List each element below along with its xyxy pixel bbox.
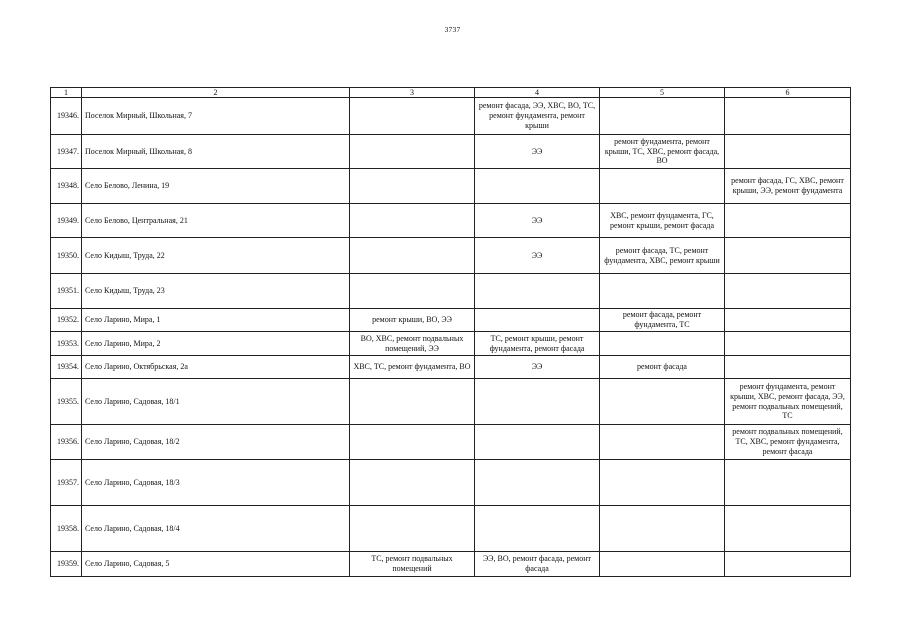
work-cell-col6: ремонт фасада, ГС, ХВС, ремонт крыши, ЭЭ, ремонт фундамента — [725, 169, 851, 204]
work-cell-col5: ХВС, ремонт фундамента, ГС, ремонт крыши, ремонт фасада — [600, 204, 725, 238]
table-row — [51, 460, 851, 506]
table-row — [51, 309, 851, 332]
work-cell-col3: ХВС, ТС, ремонт фундамента, ВО — [350, 356, 475, 379]
table-row — [51, 356, 851, 379]
work-cell-col5 — [600, 332, 725, 356]
address-cell: Поселок Мирный, Школьная, 8 — [82, 135, 350, 169]
work-cell-col5 — [600, 460, 725, 506]
work-cell-col3 — [350, 135, 475, 169]
table-row — [51, 98, 851, 135]
address-cell: Село Кидыш, Труда, 23 — [82, 274, 350, 309]
work-cell-col5 — [600, 274, 725, 309]
address-cell: Село Ларино, Садовая, 18/1 — [82, 379, 350, 425]
column-header: 1 — [51, 88, 82, 98]
work-cell-col5: ремонт фасада — [600, 356, 725, 379]
work-cell-col3 — [350, 425, 475, 460]
work-cell-col3 — [350, 238, 475, 274]
work-cell-col5 — [600, 169, 725, 204]
work-cell-col6 — [725, 204, 851, 238]
table-row — [51, 332, 851, 356]
work-cell-col5: ремонт фасада, ремонт фундамента, ТС — [600, 309, 725, 332]
work-cell-col4 — [475, 274, 600, 309]
work-cell-col3: ремонт крыши, ВО, ЭЭ — [350, 309, 475, 332]
table-row — [51, 238, 851, 274]
repair-schedule-table — [50, 87, 851, 577]
work-cell-col6 — [725, 238, 851, 274]
work-cell-col6 — [725, 356, 851, 379]
address-cell: Село Ларино, Садовая, 18/3 — [82, 460, 350, 506]
row-number: 19350. — [51, 238, 82, 274]
work-cell-col5 — [600, 98, 725, 135]
work-cell-col4: ТС, ремонт крыши, ремонт фундамента, ремонт фасада — [475, 332, 600, 356]
work-cell-col6 — [725, 332, 851, 356]
work-cell-col5 — [600, 506, 725, 552]
row-number: 19359. — [51, 552, 82, 577]
work-cell-col5: ремонт фасада, ТС, ремонт фундамента, ХВС, ремонт крыши — [600, 238, 725, 274]
row-number: 19354. — [51, 356, 82, 379]
address-cell: Село Ларино, Садовая, 18/2 — [82, 425, 350, 460]
address-cell: Село Белово, Ленина, 19 — [82, 169, 350, 204]
address-cell: Село Ларино, Садовая, 18/4 — [82, 506, 350, 552]
work-cell-col5 — [600, 552, 725, 577]
table-row — [51, 379, 851, 425]
work-cell-col4 — [475, 460, 600, 506]
work-cell-col6: ремонт фундамента, ремонт крыши, ХВС, ремонт фасада, ЭЭ, ремонт подвальных помещений, ТС — [725, 379, 851, 425]
work-cell-col5: ремонт фундамента, ремонт крыши, ТС, ХВС, ремонт фасада, ВО — [600, 135, 725, 169]
work-cell-col4: ЭЭ — [475, 135, 600, 169]
work-cell-col6 — [725, 506, 851, 552]
work-cell-col4 — [475, 169, 600, 204]
table-row — [51, 135, 851, 169]
column-header: 6 — [725, 88, 851, 98]
row-number: 19358. — [51, 506, 82, 552]
work-cell-col4 — [475, 425, 600, 460]
address-cell: Село Белово, Центральная, 21 — [82, 204, 350, 238]
table-row — [51, 506, 851, 552]
work-cell-col3 — [350, 379, 475, 425]
row-number: 19348. — [51, 169, 82, 204]
table-row — [51, 425, 851, 460]
row-number: 19352. — [51, 309, 82, 332]
address-cell: Село Кидыш, Труда, 22 — [82, 238, 350, 274]
row-number: 19347. — [51, 135, 82, 169]
row-number: 19346. — [51, 98, 82, 135]
table-row — [51, 552, 851, 577]
header-row — [51, 88, 851, 98]
column-header: 2 — [82, 88, 350, 98]
work-cell-col3 — [350, 460, 475, 506]
work-cell-col3 — [350, 98, 475, 135]
work-cell-col5 — [600, 425, 725, 460]
work-cell-col3: ТС, ремонт подвальных помещений — [350, 552, 475, 577]
page-number: 3737 — [444, 25, 461, 34]
row-number: 19356. — [51, 425, 82, 460]
work-cell-col4 — [475, 309, 600, 332]
work-cell-col3 — [350, 506, 475, 552]
work-cell-col4: ЭЭ, ВО, ремонт фасада, ремонт фасада — [475, 552, 600, 577]
table-row — [51, 169, 851, 204]
work-cell-col3 — [350, 169, 475, 204]
row-number: 19349. — [51, 204, 82, 238]
row-number: 19351. — [51, 274, 82, 309]
work-cell-col5 — [600, 379, 725, 425]
work-cell-col6 — [725, 135, 851, 169]
work-cell-col3: ВО, ХВС, ремонт подвальных помещений, ЭЭ — [350, 332, 475, 356]
work-cell-col6 — [725, 274, 851, 309]
work-cell-col6 — [725, 460, 851, 506]
work-cell-col4: ЭЭ — [475, 356, 600, 379]
address-cell: Село Ларино, Октябрьская, 2а — [82, 356, 350, 379]
address-cell: Село Ларино, Мира, 2 — [82, 332, 350, 356]
table-row — [51, 274, 851, 309]
work-cell-col6 — [725, 309, 851, 332]
work-cell-col4: ЭЭ — [475, 204, 600, 238]
address-cell: Поселок Мирный, Школьная, 7 — [82, 98, 350, 135]
row-number: 19353. — [51, 332, 82, 356]
work-cell-col4 — [475, 379, 600, 425]
work-cell-col6 — [725, 98, 851, 135]
row-number: 19355. — [51, 379, 82, 425]
work-cell-col6 — [725, 552, 851, 577]
column-header: 5 — [600, 88, 725, 98]
table-row — [51, 204, 851, 238]
work-cell-col3 — [350, 274, 475, 309]
work-cell-col4: ЭЭ — [475, 238, 600, 274]
work-cell-col6: ремонт подвальных помещений, ТС, ХВС, ремонт фундамента, ремонт фасада — [725, 425, 851, 460]
row-number: 19357. — [51, 460, 82, 506]
column-header: 3 — [350, 88, 475, 98]
address-cell: Село Ларино, Мира, 1 — [82, 309, 350, 332]
work-cell-col3 — [350, 204, 475, 238]
work-cell-col4: ремонт фасада, ЭЭ, ХВС, ВО, ТС, ремонт фундамента, ремонт крыши — [475, 98, 600, 135]
column-header: 4 — [475, 88, 600, 98]
address-cell: Село Ларино, Садовая, 5 — [82, 552, 350, 577]
work-cell-col4 — [475, 506, 600, 552]
